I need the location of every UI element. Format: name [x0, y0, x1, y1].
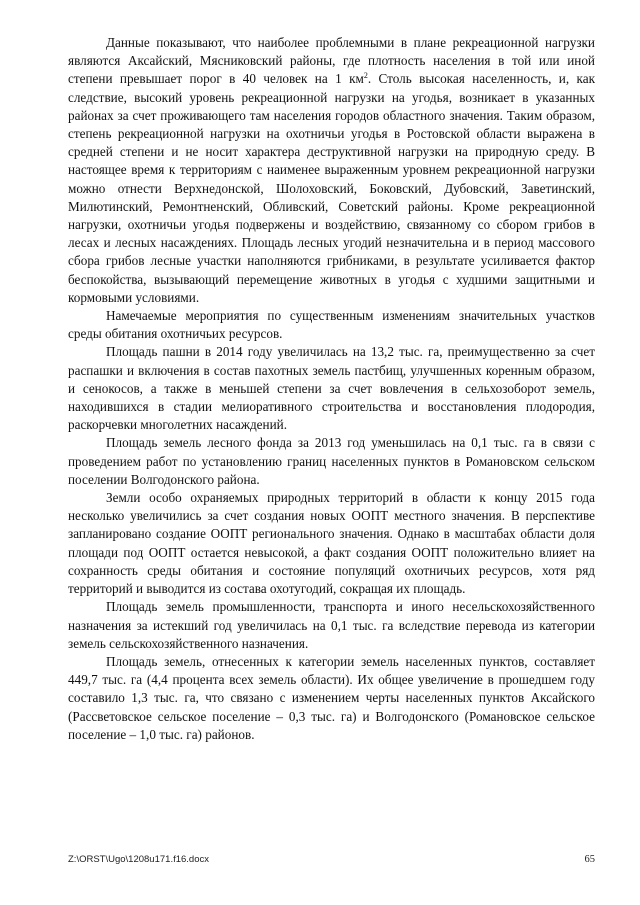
paragraph-recreational-load [68, 34, 595, 307]
document-body [68, 34, 595, 744]
paragraph-settlement-land: Площадь земель, отнесенных к категории земель населенных пунктов, составляет 449,7 тыс. га (4,4 процента всех земель области). Их общее увеличение в прошедшем году составило 1,3 тыс. га, что связано с изменением черты населенных пунктов Аксайского (Рассветовское сельское поселение – 0,3 тыс. га) и Волгодонского (Романовское сельское поселение – 1,0 тыс. га) районов. [68, 653, 595, 742]
page-number: 65 [584, 854, 595, 865]
paragraph-text: Данные показывают, что наиболее проблемными в плане рекреационной нагрузки являются Аксайский, Мясниковский районы, где плотность населения в той или иной степени превышает порог в 40 человек на 1 км [68, 35, 595, 87]
footer-file-path: Z:\ORST\Ugo\1208u171.f16.docx [68, 854, 209, 865]
superscript: 2 [363, 71, 368, 81]
paragraph-planned-measures: Намечаемые мероприятия по существенным изменениям значительных участков среды обитания охотничьих ресурсов. [68, 308, 595, 342]
paragraph-protected-areas: Земли особо охраняемых природных территорий в области к концу 2015 года несколько увеличились за счет создания новых ООПТ местного значения. В перспективе запланировано создание ООПТ регионального значения. Однако в масштабах области доля площади под ООПТ остается невысокой, а факт создания ООПТ положительно влияет на сохранность среды обитания и состояние популяций охотничьих ресурсов, хотя ряд территорий и выводится из состава охотугодий, сокращая их площадь. [68, 490, 595, 597]
paragraph-industrial-land: Площадь земель промышленности, транспорта и иного несельскохозяйственного назначения за истекший год увеличилась на 0,1 тыс. га вследствие перевода из категории земель сельскохозяйственного назначения. [68, 599, 595, 651]
paragraph-forest-fund: Площадь земель лесного фонда за 2013 год уменьшилась на 0,1 тыс. га в связи с проведением работ по установлению границ населенных пунктов в Романовском сельском поселении Волгодонского района. [68, 435, 595, 487]
paragraph-arable-land: Площадь пашни в 2014 году увеличилась на 13,2 тыс. га, преимущественно за счет распашки и включения в состав пахотных земель пастбищ, улучшенных коренным образом, и сенокосов, а также в меньшей степени за счет вовлечения в сельхозоборот земель, находившихся в стадии мелиоративного строительства и восстановления плодородия, раскорчевки многолетних насаждений. [68, 344, 595, 433]
paragraph-text: . Столь высокая населенность, и, как следствие, высокий уровень рекреационной нагрузки на угодья, возникает в указанных районах за счет проживающего там населения городов областного значения. Таким образом, степень рекреационной нагрузки на охотничьи угодья в Ростовской области выражена в средней степени и не носит характера деструктивной нагрузки на природную среду. В настоящее время к территориям с наименее выраженным уровнем рекреационной нагрузки можно отнести Верхнедонской, Шолоховский, Боковский, Дубовский, Заветинский, Милютинский, Ремонтненский, Обливский, Советский районы. Кроме рекреационной нагрузки, охотничьи угодья подвержены и воздействию, связанному со сбором грибов в лесах и лесных насаждениях. Площадь лесных угодий незначительна и в период массового сбора грибов лесные участки наполняются грибниками, в результате усиливается фактор беспокойства, вызывающий перемещение животных в угодья с худшими защитными и кормовыми условиями. [68, 71, 595, 305]
